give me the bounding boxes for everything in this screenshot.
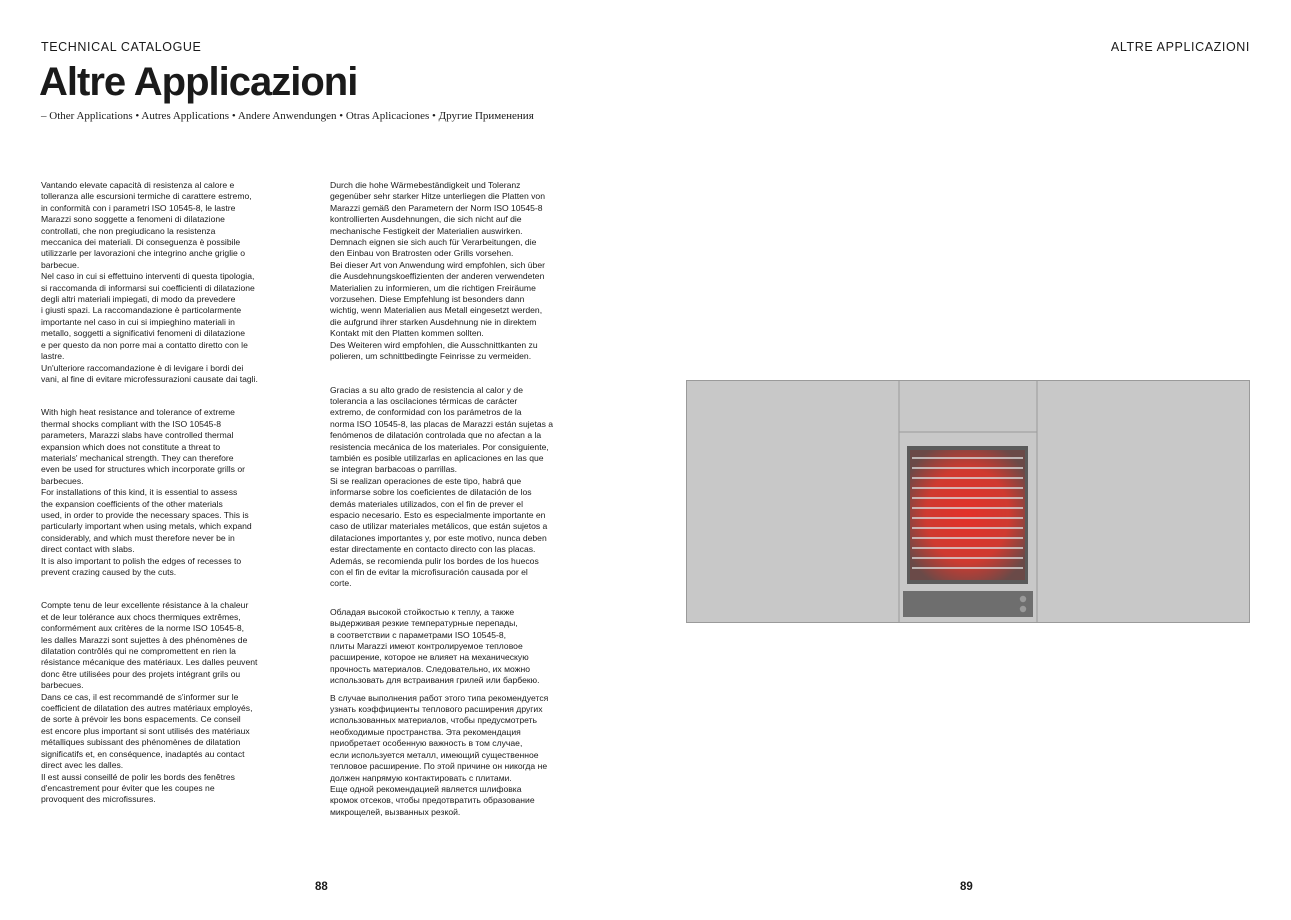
paragraph-english: With high heat resistance and tolerance of extreme thermal shocks compliant with the ISO 10545-8 parameters, Marazzi slabs have controlled thermal expansion which does not constitute a threat to materials' mechanical strength. They can therefore even be used for structures which incorporate grills or barbecues. For installations of this kind, it is essential to assess the expansion coefficients of the other materials used, in order to provide the necessary spaces. This is particularly important when using metals, which expand considerably, and which must therefore never be in direct contact with slabs. It is also important to polish the edges of recesses to prevent crazing caused by the cuts. xyxy=(41,407,252,577)
paragraph-french: Compte tenu de leur excellente résistance à la chaleur et de leur tolérance aux chocs thermiques extrêmes, conformément aux critères de la norme ISO 10545-8, les dalles Marazzi sont sujettes à des phénomènes de dilatation contrôlés qui ne compromettent en rien la résistance mécanique des matériaux. Les dalles peuvent donc être utilisées pour des projets intégrant grils ou barbecues. Dans ce cas, il est recommandé de s'informer sur le coefficient de dilatation des autres matériaux employés, de sorte à prévoir les bons espacements. Ce conseil est encore plus important si sont utilisés des matériaux métalliques subissant des phénomènes de dilatation significatifs et, en conséquence, inadaptés au contact direct avec les dalles. Il est aussi conseillé de polir les bords des fenêtres d'encastrement pour éviter que les coupes ne provoquent des microfissures. xyxy=(41,600,258,805)
paragraph-russian-1: Обладая высокой стойкостью к теплу, а также выдерживая резкие температурные перепады, в соответствии с параметрами ISO 10545-8, плиты Marazzi имеют контролируемое тепловое расширение, которое не влияет на механическую прочность материалов. Следовательно, их можно использовать для встраивания грилей или барбекю. xyxy=(330,606,540,686)
page-number-right: 89 xyxy=(960,881,973,893)
page-subtitle: – Other Applications • Autres Applications • Andere Anwendungen • Otras Aplicaciones • Другие Применения xyxy=(41,110,534,122)
grill-installation-illustration xyxy=(686,380,1250,623)
grill-heat-area xyxy=(910,450,1025,580)
text-column-left xyxy=(41,180,281,806)
grill-control-panel xyxy=(903,591,1033,617)
page-title: Altre Applicazioni xyxy=(39,60,358,104)
paragraph-german: Durch die hohe Wärmebeständigkeit und Toleranz gegenüber sehr starker Hitze unterliegen die Platten von Marazzi gemäß den Parametern der Norm ISO 10545-8 kontrollierten Ausdehnungen, die sich nicht auf die mechanische Festigkeit der Materialien auswirken. Demnach eignen sie sich auch für Verarbeitungen, die den Einbau von Bratrosten oder Grills vorsehen. Bei dieser Art von Anwendung wird empfohlen, sich über die Ausdehnungskoeffizienten der anderen verwendeten Materialien zu informieren, um die richtigen Freiräume vorzusehen. Diese Empfehlung ist besonders dann wichtig, wenn Materialien aus Metall eingesetzt werden, die aufgrund ihrer starken Ausdehnung nie in direktem Kontakt mit den Platten kommen sollten. Des Weiteren wird empfohlen, die Ausschnittkanten zu polieren, um schnittbedingte Feinrisse zu vermeiden. xyxy=(330,180,545,362)
control-knob-icon xyxy=(1020,596,1026,602)
paragraph-russian-2: В случае выполнения работ этого типа рекомендуется узнать коэффициенты теплового расширения других использованных материалов, чтобы предусмотреть необходимые пространства. Эта рекомендация приобретает особенную важность в том случае, если используется металл, имеющий существенное тепловое расширение. По этой причине он никогда не должен напрямую контактировать с плитами. Еще одной рекомендацией является шлифовка кромок отсеков, чтобы предотвратить образование микрощелей, вызванных резкой. xyxy=(330,692,549,817)
text-column-right xyxy=(330,180,570,818)
catalogue-label: TECHNICAL CATALOGUE xyxy=(41,40,202,54)
section-label: ALTRE APPLICAZIONI xyxy=(1110,40,1250,54)
paragraph-italian: Vantando elevate capacità di resistenza al calore e tolleranza alle escursioni termiche di carattere estremo, in conformità con i parametri ISO 10545-8, le lastre Marazzi sono soggette a fenomeni di dilatazione controllati, che non pregiudicano la resistenza meccanica dei materiali. Di conseguenza è possibile utilizzarle per lavorazioni che integrino anche griglie o barbecue. Nel caso in cui si effettuino interventi di questa tipologia, si raccomanda di informarsi sui coefficienti di dilatazione degli altri materiali impiegati, di modo da prevedere i giusti spazi. La raccomandazione è particolarmente importante nel caso in cui si impieghino materiali in metallo, soggetti a significativi fenomeni di dilatazione e per questo da non porre mai a contatto diretto con le lastre. Un'ulteriore raccomandazione è di levigare i bordi dei vani, al fine di evitare microfessurazioni causate dai tagli. xyxy=(41,180,258,384)
page-number-left: 88 xyxy=(315,881,328,893)
control-knob-icon xyxy=(1020,606,1026,612)
paragraph-spanish: Gracias a su alto grado de resistencia al calor y de tolerancia a las oscilaciones térmicas de carácter extremo, de conformidad con los parámetros de la norma ISO 10545-8, las placas de Marazzi están sujetas a fenómenos de dilatación controlada que no afectan a la resistencia mecánica de los materiales. Por consiguiente, también es posible utilizarlas en aplicaciones en las que se integran barbacoas o parrillas. Si se realizan operaciones de este tipo, habrá que informarse sobre los coeficientes de dilatación de los demás materiales utilizados, con el fin de prever el espacio necesario. Esto es especialmente importante en caso de utilizar materiales metálicos, que están sujetos a dilataciones importantes y, por este motivo, nunca deben estar directamente en contacto directo con las placas. Además, se recomienda pulir los bordes de los huecos con el fin de evitar la microfisuración causada por el corte. xyxy=(330,384,554,589)
